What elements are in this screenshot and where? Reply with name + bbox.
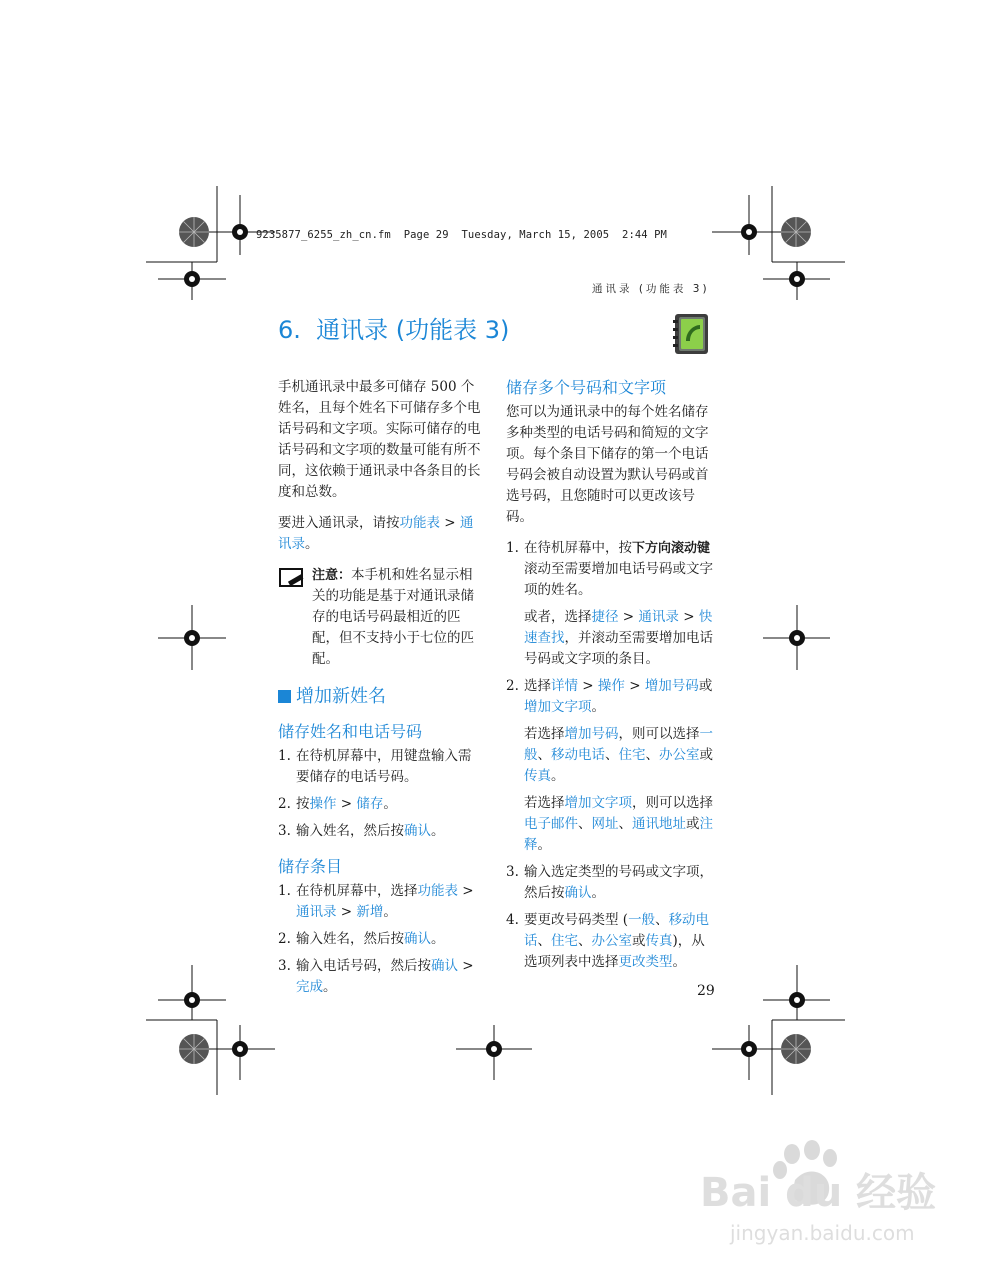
- step-text: )，从选项列表中选择: [524, 933, 705, 970]
- step-text: 输入选定类型的号码或文字项，然后按: [524, 864, 713, 901]
- subheading-save-entry: 储存条目: [278, 857, 343, 876]
- step-number: 3.: [506, 864, 519, 880]
- options-link: 操作: [309, 796, 337, 812]
- step-text: ，并滚动至需要增加电话号码或文字项的条目。: [524, 630, 713, 667]
- list-item: [506, 538, 716, 670]
- period: 。: [537, 837, 551, 853]
- steps-save-name-number: [278, 746, 483, 842]
- step-text: 或: [686, 816, 700, 832]
- subheading-save-name-number: 储存姓名和电话号码: [278, 722, 423, 741]
- separator: >: [458, 883, 474, 899]
- note-text: [306, 565, 483, 670]
- phonebook-icon: [672, 313, 710, 355]
- step-number: 1.: [278, 883, 291, 899]
- separator: >: [336, 796, 357, 812]
- note-box: [278, 565, 483, 670]
- step-text: 要更改号码类型 (: [524, 912, 629, 928]
- page-number: 29: [697, 983, 715, 999]
- section-heading: [278, 686, 483, 707]
- change-type-link: 更改类型: [618, 954, 673, 970]
- note-body: 本手机和姓名显示相关的功能是基于对通讯录储存的电话号码最相近的匹配，但不支持小于七位的匹配。: [312, 567, 474, 667]
- list-item: [506, 862, 716, 904]
- address-link: 通讯地址: [632, 816, 686, 832]
- list-item: [278, 881, 483, 923]
- separator: >: [618, 609, 639, 625]
- step-text: 若选择: [524, 726, 565, 742]
- step-number: 2.: [278, 796, 291, 812]
- step-number: 4.: [506, 912, 519, 928]
- step-detail-text: [524, 793, 716, 856]
- watermark-brand-text: Bai du 经验: [700, 1170, 937, 1216]
- step-text: 若选择: [524, 795, 565, 811]
- ok-link: 确认: [564, 885, 592, 901]
- period: 。: [672, 954, 686, 970]
- right-column: [506, 377, 716, 979]
- separator: >: [578, 678, 598, 694]
- period: 。: [591, 699, 605, 715]
- menu-link: 功能表: [399, 515, 440, 531]
- note-link: 注释: [524, 816, 713, 853]
- separator: 、: [655, 912, 669, 928]
- fax-link: 传真: [645, 933, 673, 949]
- step-text: 或者，选择: [524, 609, 592, 625]
- step-number: 2.: [506, 678, 519, 694]
- access-paragraph: [278, 513, 483, 555]
- subheading-multiple-numbers: 储存多个号码和文字项: [506, 378, 667, 397]
- quick-find-link: 快速查找: [524, 609, 713, 646]
- general-link: 一般: [628, 912, 656, 928]
- intro-paragraph: 手机通讯录中最多可储存 500 个姓名，且每个姓名下可储存多个电话号码和文字项。实际可储存的电话号码和文字项的数量可能有所不同，这依赖于通讯录中各条目的长度和总数。: [278, 379, 481, 500]
- step-text: 输入姓名，然后按: [296, 823, 404, 839]
- section-title: 增加新姓名: [296, 686, 386, 707]
- period: 。: [591, 885, 605, 901]
- period: 。: [431, 823, 445, 839]
- separator: >: [624, 678, 645, 694]
- separator: 、: [605, 747, 619, 763]
- options-link: 操作: [597, 678, 625, 694]
- step-text: 输入电话号码，然后按: [296, 958, 431, 974]
- step-text: 在待机屏幕中，用键盘输入需要储存的电话号码。: [296, 748, 472, 785]
- period: 。: [383, 904, 397, 920]
- watermark-url-text: jingyan.baidu.com: [730, 1221, 915, 1245]
- period: 。: [323, 979, 337, 995]
- step-text: 或: [699, 747, 713, 763]
- baidu-jingyan-watermark-logo: [700, 1140, 940, 1250]
- step-text: 选择: [524, 678, 551, 694]
- separator: 、: [578, 933, 592, 949]
- step-number: 2.: [278, 931, 291, 947]
- contacts-link: 通讯录: [296, 904, 337, 920]
- separator: 、: [537, 933, 551, 949]
- step-text: 在待机屏幕中，选择: [296, 883, 418, 899]
- add-number-link: 增加号码: [564, 726, 619, 742]
- period: 。: [551, 768, 565, 784]
- add-text-link: 增加文字项: [524, 699, 592, 715]
- scroll-key-label: 下方向滚动键: [632, 541, 711, 556]
- fax-link: 传真: [524, 768, 551, 784]
- separator: >: [678, 609, 699, 625]
- step-number: 1.: [506, 540, 519, 556]
- step-number: 3.: [278, 823, 291, 839]
- separator: >: [440, 515, 460, 531]
- separator: >: [336, 904, 357, 920]
- office-link: 办公室: [659, 747, 700, 763]
- shortcut-link: 捷径: [591, 609, 619, 625]
- new-link: 新增: [356, 904, 384, 920]
- web-link: 网址: [591, 816, 619, 832]
- step-text: 在待机屏幕中，按: [524, 540, 632, 556]
- list-item: [278, 956, 483, 998]
- access-prefix: 要进入通讯录，请按: [278, 515, 400, 531]
- mobile-link: 移动电话: [551, 747, 605, 763]
- step-text: 按: [296, 796, 310, 812]
- print-slug: 9235877_6255_zh_cn.fm Page 29 Tuesday, March 15, 2005 2:44 PM: [256, 229, 667, 241]
- contacts-link: 通讯录: [278, 515, 474, 552]
- home-link: 住宅: [551, 933, 578, 949]
- save-link: 储存: [356, 796, 384, 812]
- general-link: 一般: [524, 726, 713, 763]
- separator: 、: [618, 816, 632, 832]
- separator: 、: [537, 747, 551, 763]
- list-item: [506, 676, 716, 856]
- separator: >: [458, 958, 474, 974]
- ok-link: 确认: [431, 958, 458, 974]
- office-link: 办公室: [591, 933, 632, 949]
- period: 。: [305, 536, 319, 552]
- ok-link: 确认: [404, 931, 431, 947]
- separator: 、: [578, 816, 592, 832]
- add-number-link: 增加号码: [644, 678, 699, 694]
- step-text: 滚动至需要增加电话号码或文字项的姓名。: [524, 561, 713, 598]
- note-label: 注意：: [312, 568, 352, 583]
- details-link: 详情: [551, 678, 578, 694]
- steps-multiple-numbers: [506, 538, 716, 973]
- note-icon: [278, 567, 306, 589]
- step-number: 3.: [278, 958, 291, 974]
- list-item: [506, 910, 716, 973]
- step-number: 1.: [278, 748, 291, 764]
- list-item: [278, 746, 483, 788]
- step-text: ，则可以选择: [632, 795, 713, 811]
- period: 。: [383, 796, 397, 812]
- menu-link: 功能表: [417, 883, 458, 899]
- right-intro: 您可以为通讯录中的每个姓名储存多种类型的电话号码和简短的文字项。每个条目下储存的第一个电话号码会被自动设置为默认号码或首选号码，且您随时可以更改该号码。: [506, 404, 709, 525]
- mobile-link: 移动电话: [524, 912, 710, 949]
- steps-save-entry: [278, 881, 483, 998]
- running-head: 通讯录 (功能表 3): [592, 283, 710, 295]
- list-item: [278, 821, 483, 842]
- square-bullet-icon: [278, 690, 291, 703]
- separator: 、: [645, 747, 659, 763]
- step-text: 或: [632, 933, 646, 949]
- email-link: 电子邮件: [524, 816, 578, 832]
- done-link: 完成: [296, 979, 323, 995]
- step-text: ，则可以选择: [618, 726, 700, 742]
- left-column: [278, 377, 483, 1004]
- step-text: 或: [698, 678, 713, 694]
- step-text: 输入姓名，然后按: [296, 931, 404, 947]
- home-link: 住宅: [618, 747, 646, 763]
- period: 。: [431, 931, 445, 947]
- step-detail-number: [524, 724, 716, 787]
- list-item: [278, 794, 483, 815]
- step-alternative: [524, 607, 716, 670]
- chapter-title: 6. 通讯录 (功能表 3): [278, 316, 510, 344]
- add-text-link: 增加文字项: [564, 795, 632, 811]
- list-item: [278, 929, 483, 950]
- contacts-link: 通讯录: [638, 609, 679, 625]
- ok-link: 确认: [404, 823, 431, 839]
